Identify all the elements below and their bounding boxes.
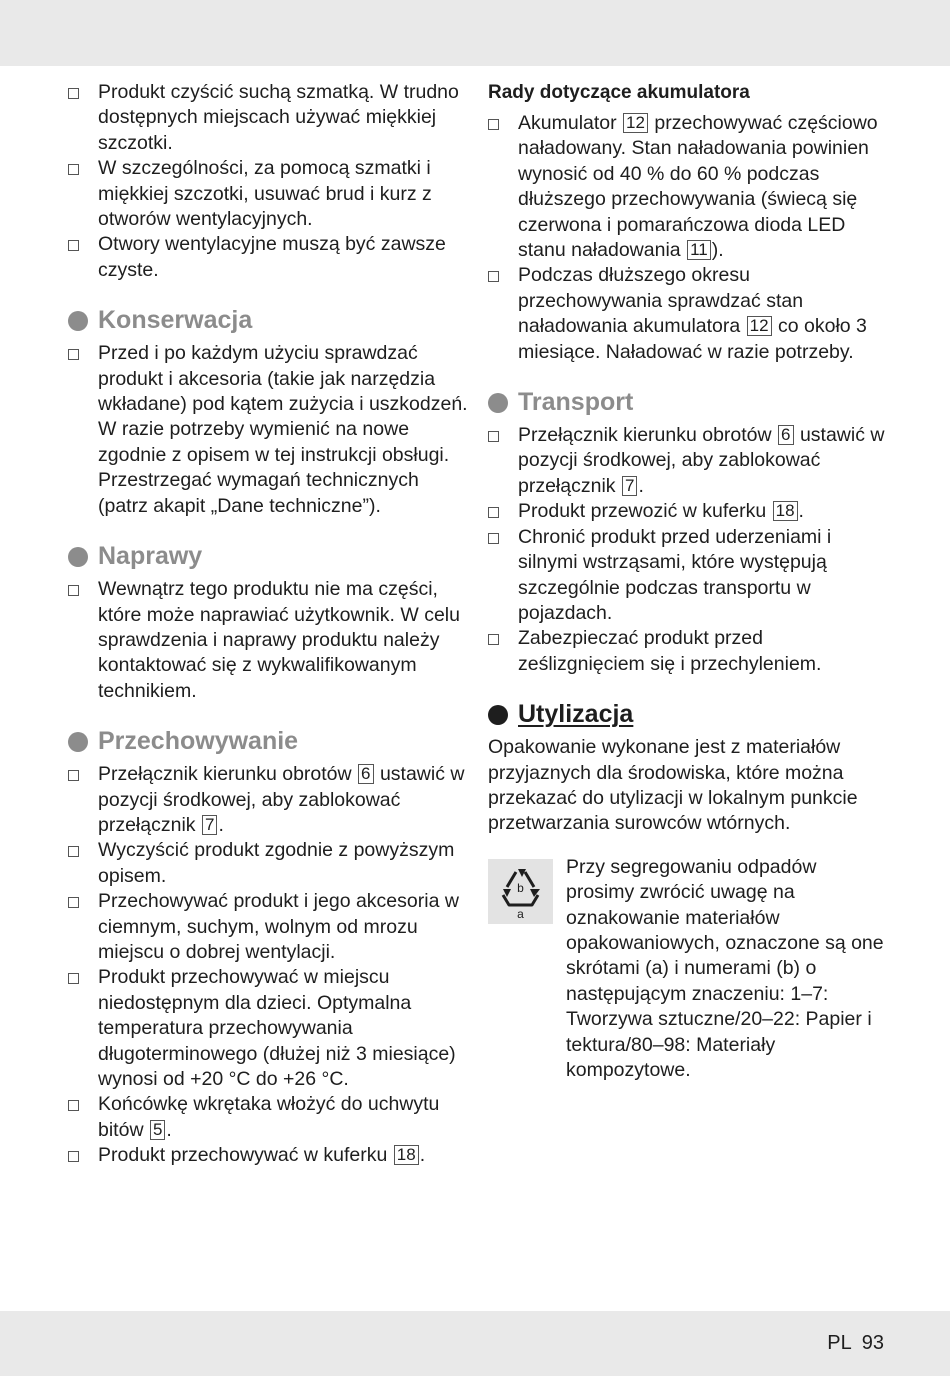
checkbox-bullet-icon: [68, 88, 79, 99]
list-item: Końcówkę wkrętaka włożyć do uchwytu bitów 5 .: [68, 1092, 468, 1143]
page-footer: [827, 1332, 884, 1355]
list-item: Podczas dłuższego okresu przechowywania sprawdzać stan naładowania akumulatora 12 co około 3 miesiące. Naładować w razie potrzeby.: [488, 263, 888, 365]
checkbox-bullet-icon: [68, 770, 79, 781]
list-item: Produkt przechowywać w kuferku 18 .: [68, 1143, 468, 1168]
left-column: [68, 80, 468, 1169]
recycling-note: [488, 855, 888, 1084]
checkbox-bullet-icon: [68, 846, 79, 857]
part-reference-badge: 7: [202, 815, 217, 835]
recycle-icon: [488, 859, 553, 924]
list-item-text: Wyczyścić produkt zgodnie z powyższym opisem.: [98, 839, 455, 887]
list-item: Akumulator 12 przechowywać częściowo naładowany. Stan naładowania powinien wynosić od 40 % do 60 % podczas dłuższego przechowywania (świecą się czerwona i pomarańczowa dioda LED stanu naładowania 11 ).: [488, 111, 888, 263]
part-reference-badge: 6: [358, 764, 373, 784]
language-code: PL: [827, 1332, 852, 1354]
list-item: [68, 80, 468, 156]
checkbox-bullet-icon: [68, 349, 79, 360]
list-item: [68, 965, 468, 1092]
list-item-text: Wewnątrz tego produktu nie ma części, które może naprawiać użytkownik. W celu sprawdzenia i naprawy produktu należy kontaktować się z wykwalifikowanym technikiem.: [98, 578, 460, 702]
subheading-akumulator: Rady dotyczące akumulatora: [488, 82, 750, 103]
checkbox-bullet-icon: [68, 1151, 79, 1162]
part-reference-badge: 18: [394, 1145, 419, 1165]
part-reference-badge: 18: [773, 501, 798, 521]
list-item: Produkt przewozić w kuferku 18 .: [488, 499, 888, 524]
header-band: [0, 0, 950, 66]
list-item: [68, 889, 468, 965]
bullet-dot-icon: [488, 393, 508, 413]
section-heading-konserwacja: Konserwacja: [68, 305, 468, 335]
section-heading-utylizacja: Utylizacja: [488, 699, 888, 729]
list-item: [68, 232, 468, 283]
checkbox-bullet-icon: [68, 1100, 79, 1111]
part-reference-badge: 7: [622, 476, 637, 496]
checkbox-bullet-icon: [68, 973, 79, 984]
checkbox-bullet-icon: [68, 164, 79, 175]
part-reference-badge: 12: [623, 113, 648, 133]
checkbox-bullet-icon: [488, 271, 499, 282]
footer-band: [0, 1311, 950, 1376]
list-item-text: Produkt przechowywać w miejscu niedostępnym dla dzieci. Optymalna temperatura przechowywania długoterminowego (dłużej niż 3 miesiące) wynosi od +20 °C do +26 °C.: [98, 966, 456, 1090]
list-item-text: Otwory wentylacyjne muszą być zawsze czyste.: [98, 233, 446, 281]
utylizacja-paragraph: Opakowanie wykonane jest z materiałów przyjaznych dla środowiska, które można przekazać do utylizacji w lokalnym punkcie przetwarzania surowców wtórnych.: [488, 736, 858, 835]
bullet-dot-icon: [68, 311, 88, 331]
section-heading-naprawy: Naprawy: [68, 541, 468, 571]
bullet-dot-icon: [488, 705, 508, 725]
checkbox-bullet-icon: [68, 240, 79, 251]
checkbox-bullet-icon: [488, 431, 499, 442]
part-reference-badge: 6: [778, 425, 793, 445]
recycling-text: Przy segregowaniu odpadów prosimy zwrócić uwagę na oznakowanie materiałów opakowaniowych, oznaczone są one skrótami (a) i numerami (b) o następującym znaczeniu: 1–7: Tworzywa sztuczne/20–22: Papier i tektura/80–98: Materiały kompozytowe.: [566, 855, 884, 1081]
part-reference-badge: 12: [747, 316, 772, 336]
page-number: 93: [861, 1332, 884, 1354]
part-reference-badge: 5: [150, 1120, 165, 1140]
list-item-text: Chronić produkt przed uderzeniami i silnymi wstrząsami, które występują szczególnie podczas transportu w pojazdach.: [518, 525, 832, 624]
checkbox-bullet-icon: [488, 634, 499, 645]
bullet-dot-icon: [68, 732, 88, 752]
list-item: Przełącznik kierunku obrotów 6 ustawić w pozycji środkowej, aby zablokować przełącznik 7 .: [68, 762, 468, 838]
list-item: [68, 341, 468, 519]
checkbox-bullet-icon: [68, 897, 79, 908]
checkbox-bullet-icon: [68, 585, 79, 596]
part-reference-badge: 11: [687, 240, 711, 260]
list-item: [488, 626, 888, 677]
list-item-text: Zabezpieczać produkt przed ześlizgnięciem się i przechyleniem.: [518, 627, 822, 675]
checkbox-bullet-icon: [488, 119, 499, 130]
checkbox-bullet-icon: [488, 533, 499, 544]
list-item: [68, 577, 468, 704]
section-heading-przechowywanie: Przechowywanie: [68, 726, 468, 756]
recycle-letter-b: b: [517, 880, 524, 895]
list-item: [68, 838, 468, 889]
list-item: [488, 525, 888, 627]
bullet-dot-icon: [68, 547, 88, 567]
list-item-text: Produkt czyścić suchą szmatką. W trudno dostępnych miejscach używać miękkiej szczotki.: [98, 81, 459, 154]
checkbox-bullet-icon: [488, 507, 499, 518]
list-item-text: Przed i po każdym użyciu sprawdzać produkt i akcesoria (takie jak narzędzia wkładane) pod kątem zużycia i uszkodzeń. W razie potrzeby wymienić na nowe zgodnie z opisem w tej instrukcji obsługi. Przestrzegać wymagań technicznych (patrz akapit „Dane techniczne”).: [98, 342, 468, 517]
list-item-text: Przechowywać produkt i jego akcesoria w ciemnym, suchym, wolnym od mrozu miejscu o dobrej wentylacji.: [98, 890, 459, 963]
recycle-letter-a: a: [517, 906, 524, 921]
section-heading-transport: Transport: [488, 387, 888, 417]
list-item-text: W szczególności, za pomocą szmatki i miękkiej szczotki, usuwać brud i kurz z otworów wentylacyjnych.: [98, 157, 432, 231]
right-column: [488, 80, 888, 1083]
list-item: Przełącznik kierunku obrotów 6 ustawić w pozycji środkowej, aby zablokować przełącznik 7 .: [488, 423, 888, 499]
list-item: [68, 156, 468, 232]
